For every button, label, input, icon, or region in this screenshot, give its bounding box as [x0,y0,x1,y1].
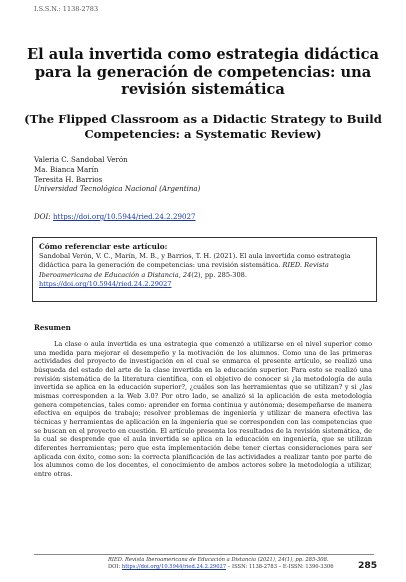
issn-header: I.S.S.N.: 1138-2783 [34,5,99,13]
footer-doi-label: DOI: [108,564,121,570]
page-number: 285 [358,560,378,571]
citation-doi-link[interactable]: https://doi.org/10.5944/ried.24.2.29027 [39,280,172,289]
affiliation: Universidad Tecnológica Nacional (Argentina) [34,184,201,194]
citation-heading: Cómo referenciar este artículo: [39,242,168,251]
footer-doi-line [108,564,334,571]
footer-issn: – ISSN: 1138-2783 – E-ISSN: 1390-3306 [227,564,334,570]
footer-divider [34,554,374,555]
author-name: Valeria C. Sandobal Verón [34,155,128,164]
footer-doi-link[interactable]: https://doi.org/10.5944/ried.24.2.29027 [121,564,227,570]
article-title: El aula invertida como estrategia didáctica para la generación de competencias: una revisión sistemática [26,46,380,99]
citation-issue-pages: (2), pp. 285-308. [191,270,247,279]
author-name: Ma. Bianca Marín [34,164,99,174]
abstract-heading: Resumen [34,323,71,332]
page-footer [108,557,334,571]
doi-line [34,212,196,221]
english-title: (The Flipped Classroom as a Didactic Strategy to Build Competencies: a Systematic Review) [24,112,382,141]
citation-reference: Sandobal Verón, V. C., Marín, M. B., y Barrios, T. H. (2021). El aula invertida como estrategia didáctica para la generación de competencias: una revisión sistemática. [39,251,351,270]
abstract-body: La clase o aula invertida es una estrategia que comenzó a utilizarse en el nivel superior como una medida para mejorar el desempeño y la motivación de los alumnos. Como una de las primeras actividades del proyecto de investigación en el cual se enmarca el presente artículo, se realizó una búsqueda del estado del arte de la clase invertida en la educación superior. Para esto se realizó una revisión sistemática de la literatura científica, con el objetivo de conocer si ¿la metodología de aula invertida se aplica en la educación superior?, ¿cuáles son las herramientas que se utilizan? y si ¿las mismas corresponden a la Web 3.0? Por otro lado, se analizó si la aplicación de esta metodología genera competencias, tales como: aprender en forma continua y autónoma; desempeñarse de manera efectiva en equipos de trabajo; resolver problemas de ingeniería y utilizar de manera efectiva las técnicas y herramientas de aplicación en la ingeniería que se corresponden con las competencias que se buscan en el proyecto en cuestión. El artículo presenta los resultados de la revisión sistemática, de la cual se desprende que el aula invertida se aplica en la educación en ingeniería, que se utilizan diferentes herramientas; pero que esta implementación debe tener ciertas consideraciones para ser aplicada con éxito, como son: la correcta planificación de las actividades a realizar tanto por parte de los alumnos como de los docentes, el conocimiento de ambos actores sobre la metodología a utilizar, entre otras. [34,340,372,478]
citation-journal: RIED. Revista Iberoamericana de Educación a Distancia, 24 [39,261,329,279]
citation-text [39,252,371,290]
author-block [34,155,200,194]
author-name: Teresita H. Barrios [34,174,103,184]
citation-box [32,237,377,302]
footer-journal-line: RIED. Revista Iberoamericana de Educación a Distancia (2021), 24(1), pp. 285-308. [108,557,329,563]
doi-link[interactable]: https://doi.org/10.5944/ried.24.2.29027 [52,212,196,221]
doi-label: DOI: [34,212,51,221]
